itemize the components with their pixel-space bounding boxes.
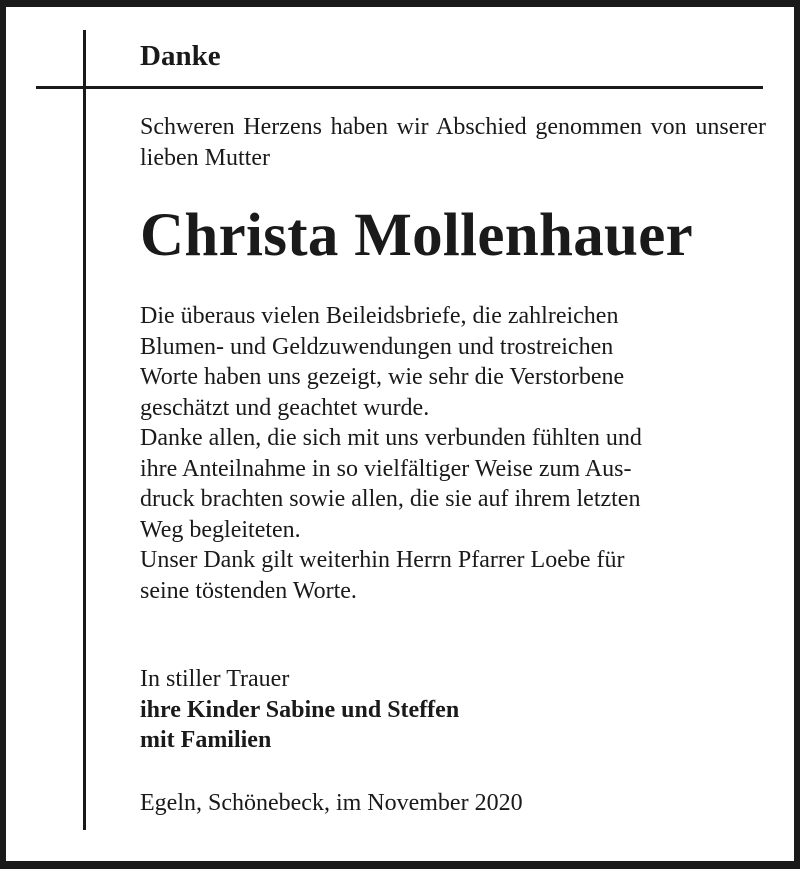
deceased-name: Christa Mollenhauer <box>140 202 693 269</box>
body-line: Die überaus vielen Beileidsbriefe, die zahlreichen <box>140 303 619 329</box>
body-line: Worte haben uns gezeigt, wie sehr die Verstorbene <box>140 364 625 390</box>
signoff <box>140 664 766 756</box>
body-line: druck brachten sowie allen, die sie auf ihrem letzten <box>140 486 641 512</box>
body-line: ihre Anteilnahme in so vielfältiger Weise zum Aus- <box>140 455 632 482</box>
body-line: Weg begleiteten. <box>140 516 301 543</box>
thanks-body <box>140 301 766 606</box>
body-line: Unser Dank gilt weiterhin Herrn Pfarrer Loebe für <box>140 547 625 573</box>
body-line: seine töstenden Worte. <box>140 577 357 604</box>
family-line-children: ihre Kinder Sabine und Steffen <box>140 696 460 723</box>
place-date: Egeln, Schönebeck, im November 2020 <box>140 790 523 816</box>
cross-vertical-bar <box>83 30 86 830</box>
mourning-phrase: In stiller Trauer <box>140 666 290 692</box>
notice-heading: Danke <box>140 40 221 72</box>
body-line: geschätzt und geachtet wurde. <box>140 394 430 421</box>
body-line: Blumen- und Geldzuwendungen und trostreichen <box>140 333 614 360</box>
body-line: Danke allen, die sich mit uns verbunden fühlten und <box>140 425 642 451</box>
family-line-families: mit Familien <box>140 727 272 753</box>
cross-horizontal-bar <box>36 86 763 89</box>
intro-text: Schweren Herzens haben wir Abschied genommen von unserer lieben Mutter <box>140 114 766 171</box>
